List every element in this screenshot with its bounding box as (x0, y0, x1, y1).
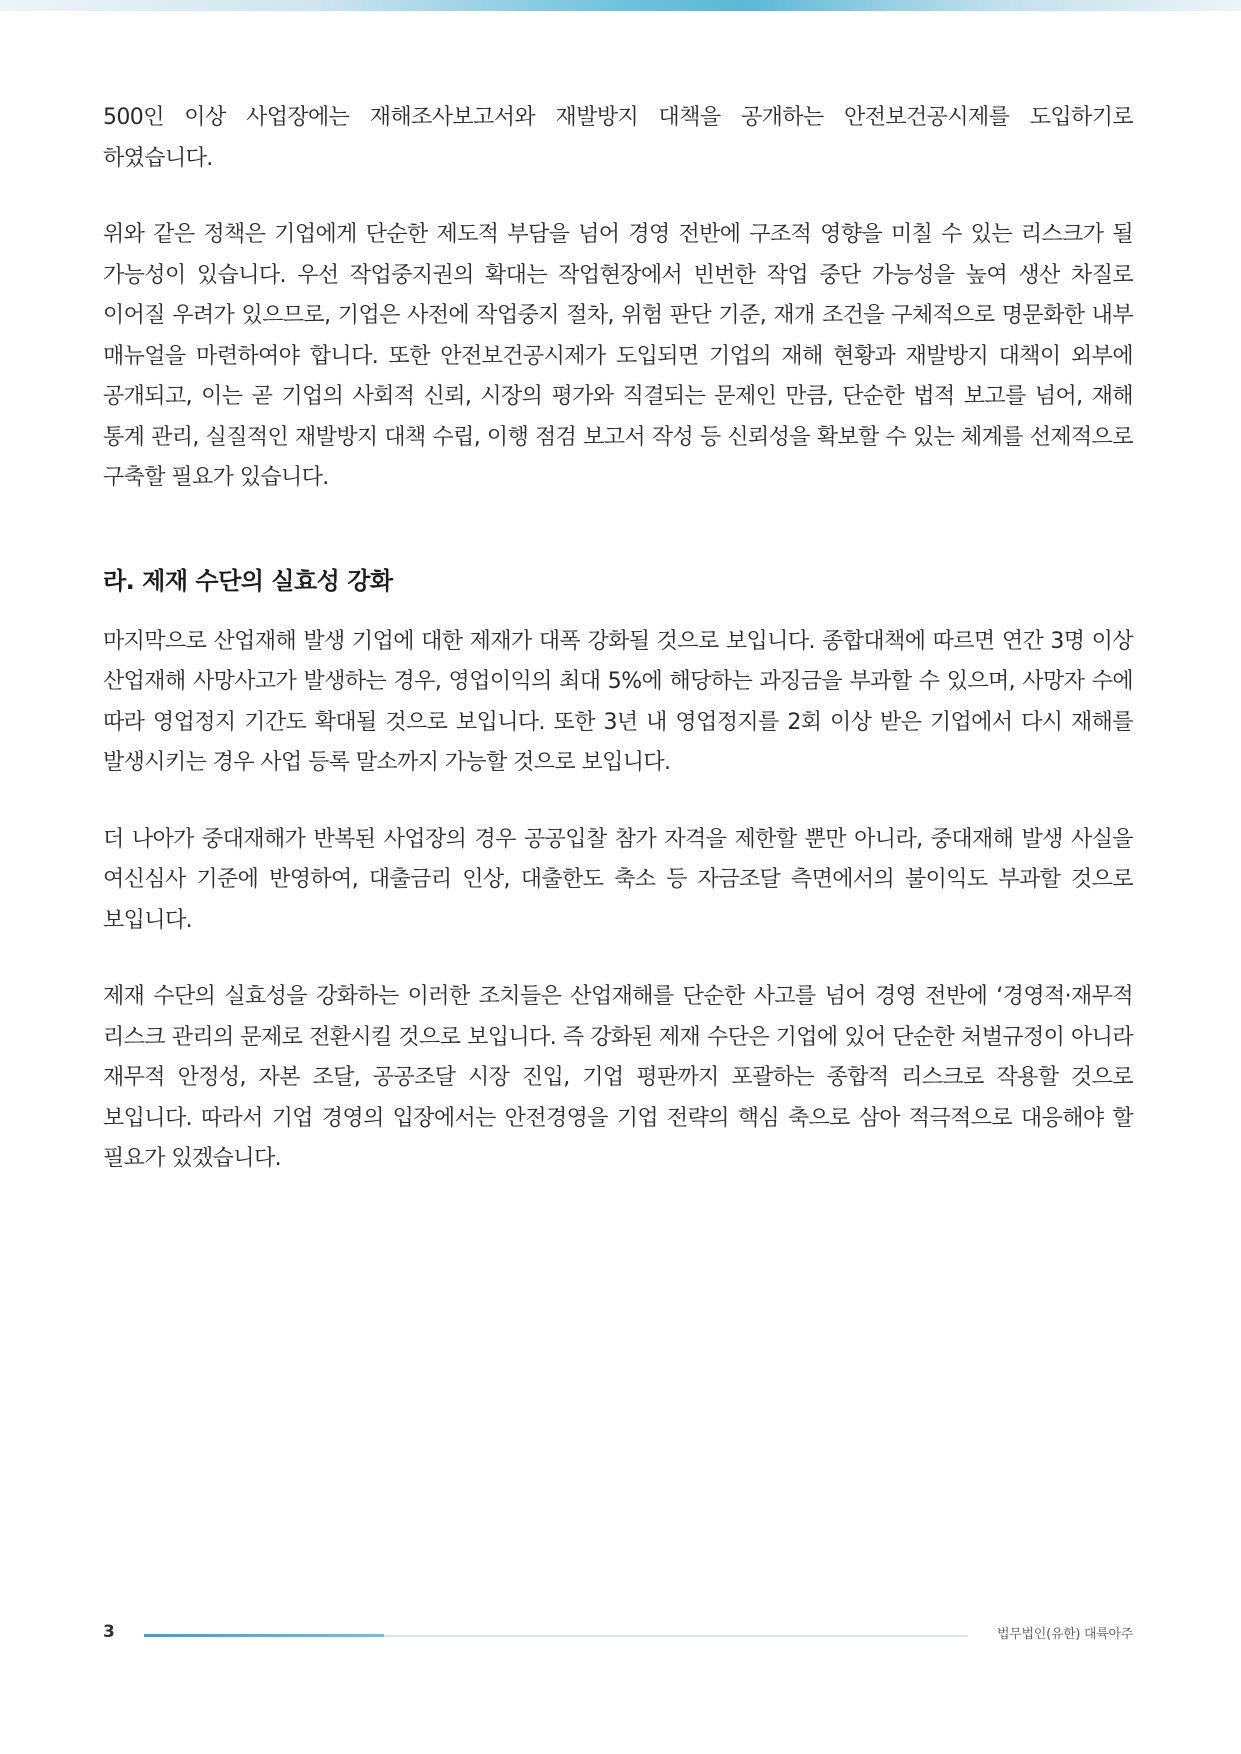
paragraph-2: 위와 같은 정책은 기업에게 단순한 제도적 부담을 넘어 경영 전반에 구조적 영향을 미칠 수 있는 리스크가 될 가능성이 있습니다. 우선 작업중지권의 확대는 작업현장에서 빈번한 작업 중단 가능성을 높여 생산 차질로 이어질 우려가 있으므로, 기업은 사전에 작업중지 절차, 위험 판단 기준, 재개 조건을 구체적으로 명문화한 내부 매뉴얼을 마련하여야 합니다. 또한 안전보건공시제가 도입되면 기업의 재해 현황과 재발방지 대책이 외부에 공개되고, 이는 곧 기업의 사회적 신뢰, 시장의 평가와 직결되는 문제인 만큼, 단순한 법적 보고를 넘어, 재해 통계 관리, 실질적인 재발방지 대책 수립, 이행 점검 보고서 작성 등 신뢰성을 확보할 수 있는 체계를 선제적으로 구축할 필요가 있습니다. (103, 222, 1133, 490)
page-number: 3 (103, 1622, 115, 1642)
page-footer (103, 1620, 1133, 1650)
paragraph-1: 500인 이상 사업장에는 재해조사보고서와 재발방지 대책을 공개하는 안전보건공시제를 도입하기로 하였습니다. (103, 105, 1133, 171)
footer-divider-accent (144, 1634, 384, 1637)
section-heading: 라. 제재 수단의 실효성 강화 (103, 566, 393, 595)
paragraph-4: 더 나아가 중대재해가 반복된 사업장의 경우 공공입찰 참가 자격을 제한할 뿐만 아니라, 중대재해 발생 사실을 여신심사 기준에 반영하여, 대출금리 인상, 대출한도 축소 등 자금조달 측면에서의 불이익도 부과할 것으로 보입니다. (103, 826, 1133, 933)
paragraph-3: 마지막으로 산업재해 발생 기업에 대한 제재가 대폭 강화될 것으로 보입니다. 종합대책에 따르면 연간 3명 이상 산업재해 사망사고가 발생하는 경우, 영업이익의 최대 5%에 해당하는 과징금을 부과할 수 있으며, 사망자 수에 따라 영업정지 기간도 확대될 것으로 보입니다. 또한 3년 내 영업정지를 2회 이상 받은 기업에서 다시 재해를 발생시키는 경우 사업 등록 말소까지 가능할 것으로 보입니다. (103, 628, 1133, 775)
document-body (103, 98, 1133, 1216)
top-decorative-band (0, 0, 1241, 11)
paragraph-5: 제재 수단의 실효성을 강화하는 이러한 조치들은 산업재해를 단순한 사고를 넘어 경영 전반에 ‘경영적·재무적 리스크 관리의 문제로 전환시킬 것으로 보입니다. 즉 강화된 제재 수단은 기업에 있어 단순한 처벌규정이 아니라 재무적 안정성, 자본 조달, 공공조달 시장 진입, 기업 평판까지 포괄하는 종합적 리스크로 작용할 것으로 보입니다. 따라서 기업 경영의 입장에서는 안전경영을 기업 전략의 핵심 축으로 삼아 적극적으로 대응해야 할 필요가 있겠습니다. (103, 984, 1133, 1171)
firm-name: 법무법인(유한) 대륙아주 (997, 1627, 1133, 1642)
